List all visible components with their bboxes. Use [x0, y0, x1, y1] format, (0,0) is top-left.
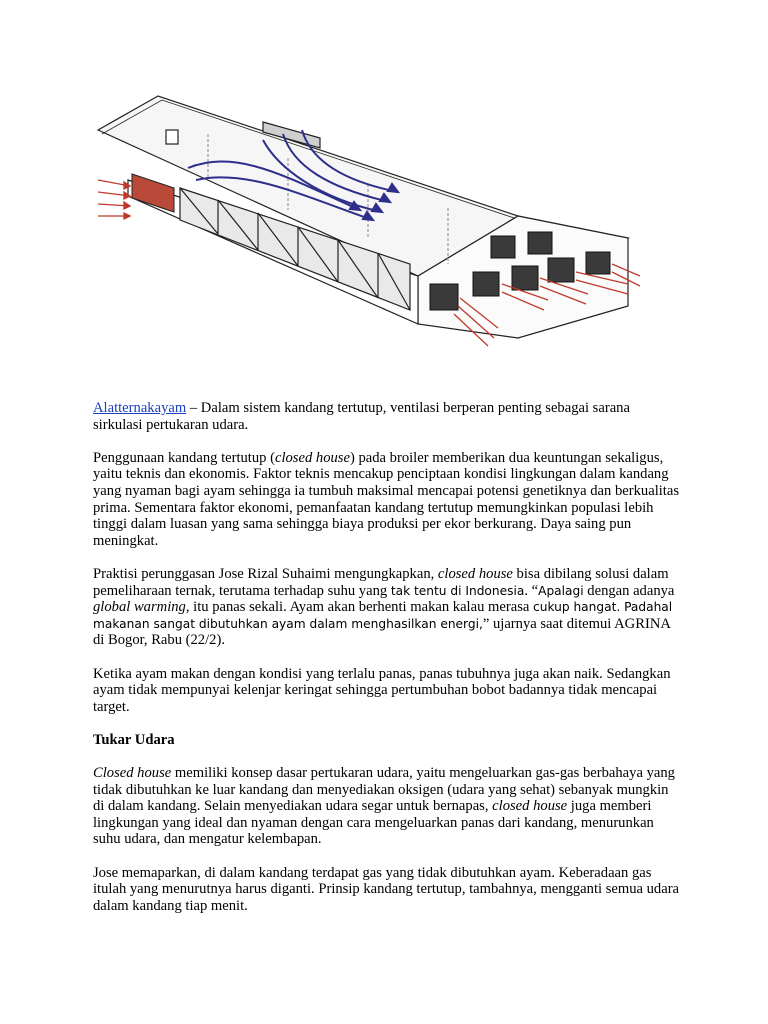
article-body	[93, 400, 683, 931]
paragraph-benefits: Penggunaan kandang tertutup (closed house) pada broiler memberikan dua keuntungan sekaligus, yaitu teknis dan ekonomis. Faktor teknis mencakup penciptaan kondisi lingkungan dalam kandang yang nyaman bagi ayam sehingga ia tumbuh maksimal mencapai potensi genetiknya dan berkualitas prima. Sementara faktor ekonomi, pemanfaatan kandang tertutup memungkinkan populasi lebih tinggi dalam luasan yang sama sehingga biaya produksi per ekor berkurang. Daya saing pun meningkat.	[93, 449, 680, 549]
intro-paragraph: Alatternakayam – Dalam sistem kandang tertutup, ventilasi berperan penting sebagai sarana sirkulasi pertukaran udara.	[93, 400, 630, 433]
paragraph-heat: Ketika ayam makan dengan kondisi yang terlalu panas, panas tubuhnya juga akan naik. Sedangkan ayam tidak mempunyai kelenjar keringat sehingga pertumbuhan bobot badannya tidak mencapai target.	[93, 665, 671, 715]
paragraph-air-exchange: Closed house memiliki konsep dasar pertukaran udara, yaitu mengeluarkan gas-gas berbahaya yang tidak dibutuhkan ke luar kandang dan menyediakan oksigen (udara yang sehat) sebanyak mungkin di dalam kandang. Selain menyediakan udara segar untuk bernapas, closed house juga memberi lingkungan yang ideal dan nyaman dengan cara mengeluarkan panas dari kandang, menurunkan suhu udara, dan mengatur kelembapan.	[93, 765, 675, 848]
closed-house-barn-illustration	[88, 88, 648, 368]
intake-arrows	[98, 180, 130, 219]
section-heading: Tukar Udara	[93, 731, 175, 748]
paragraph-quote: Praktisi perunggasan Jose Rizal Suhaimi mengungkapkan, closed house bisa dibilang solusi dalam pemeliharaan ternak, terutama terhadap suhu yang tak tentu di Indonesia. “Apalagi dengan adanya global warming, itu panas sekali. Ayam akan berhenti makan kalau merasa cukup hangat. Padahal makanan sangat dibutuhkan ayam dalam menghasilkan energi,” ujarnya saat ditemui AGRINA di Bogor, Rabu (22/2).	[93, 565, 675, 649]
source-link[interactable]: Alatternakayam	[93, 400, 187, 416]
paragraph-gas: Jose memaparkan, di dalam kandang terdapat gas yang tidak dibutuhkan ayam. Keberadaan gas itulah yang menurutnya harus diganti. Prinsip kandang tertutup, tambahnya, mengganti semua udara dalam kandang tiap menit.	[93, 864, 680, 914]
